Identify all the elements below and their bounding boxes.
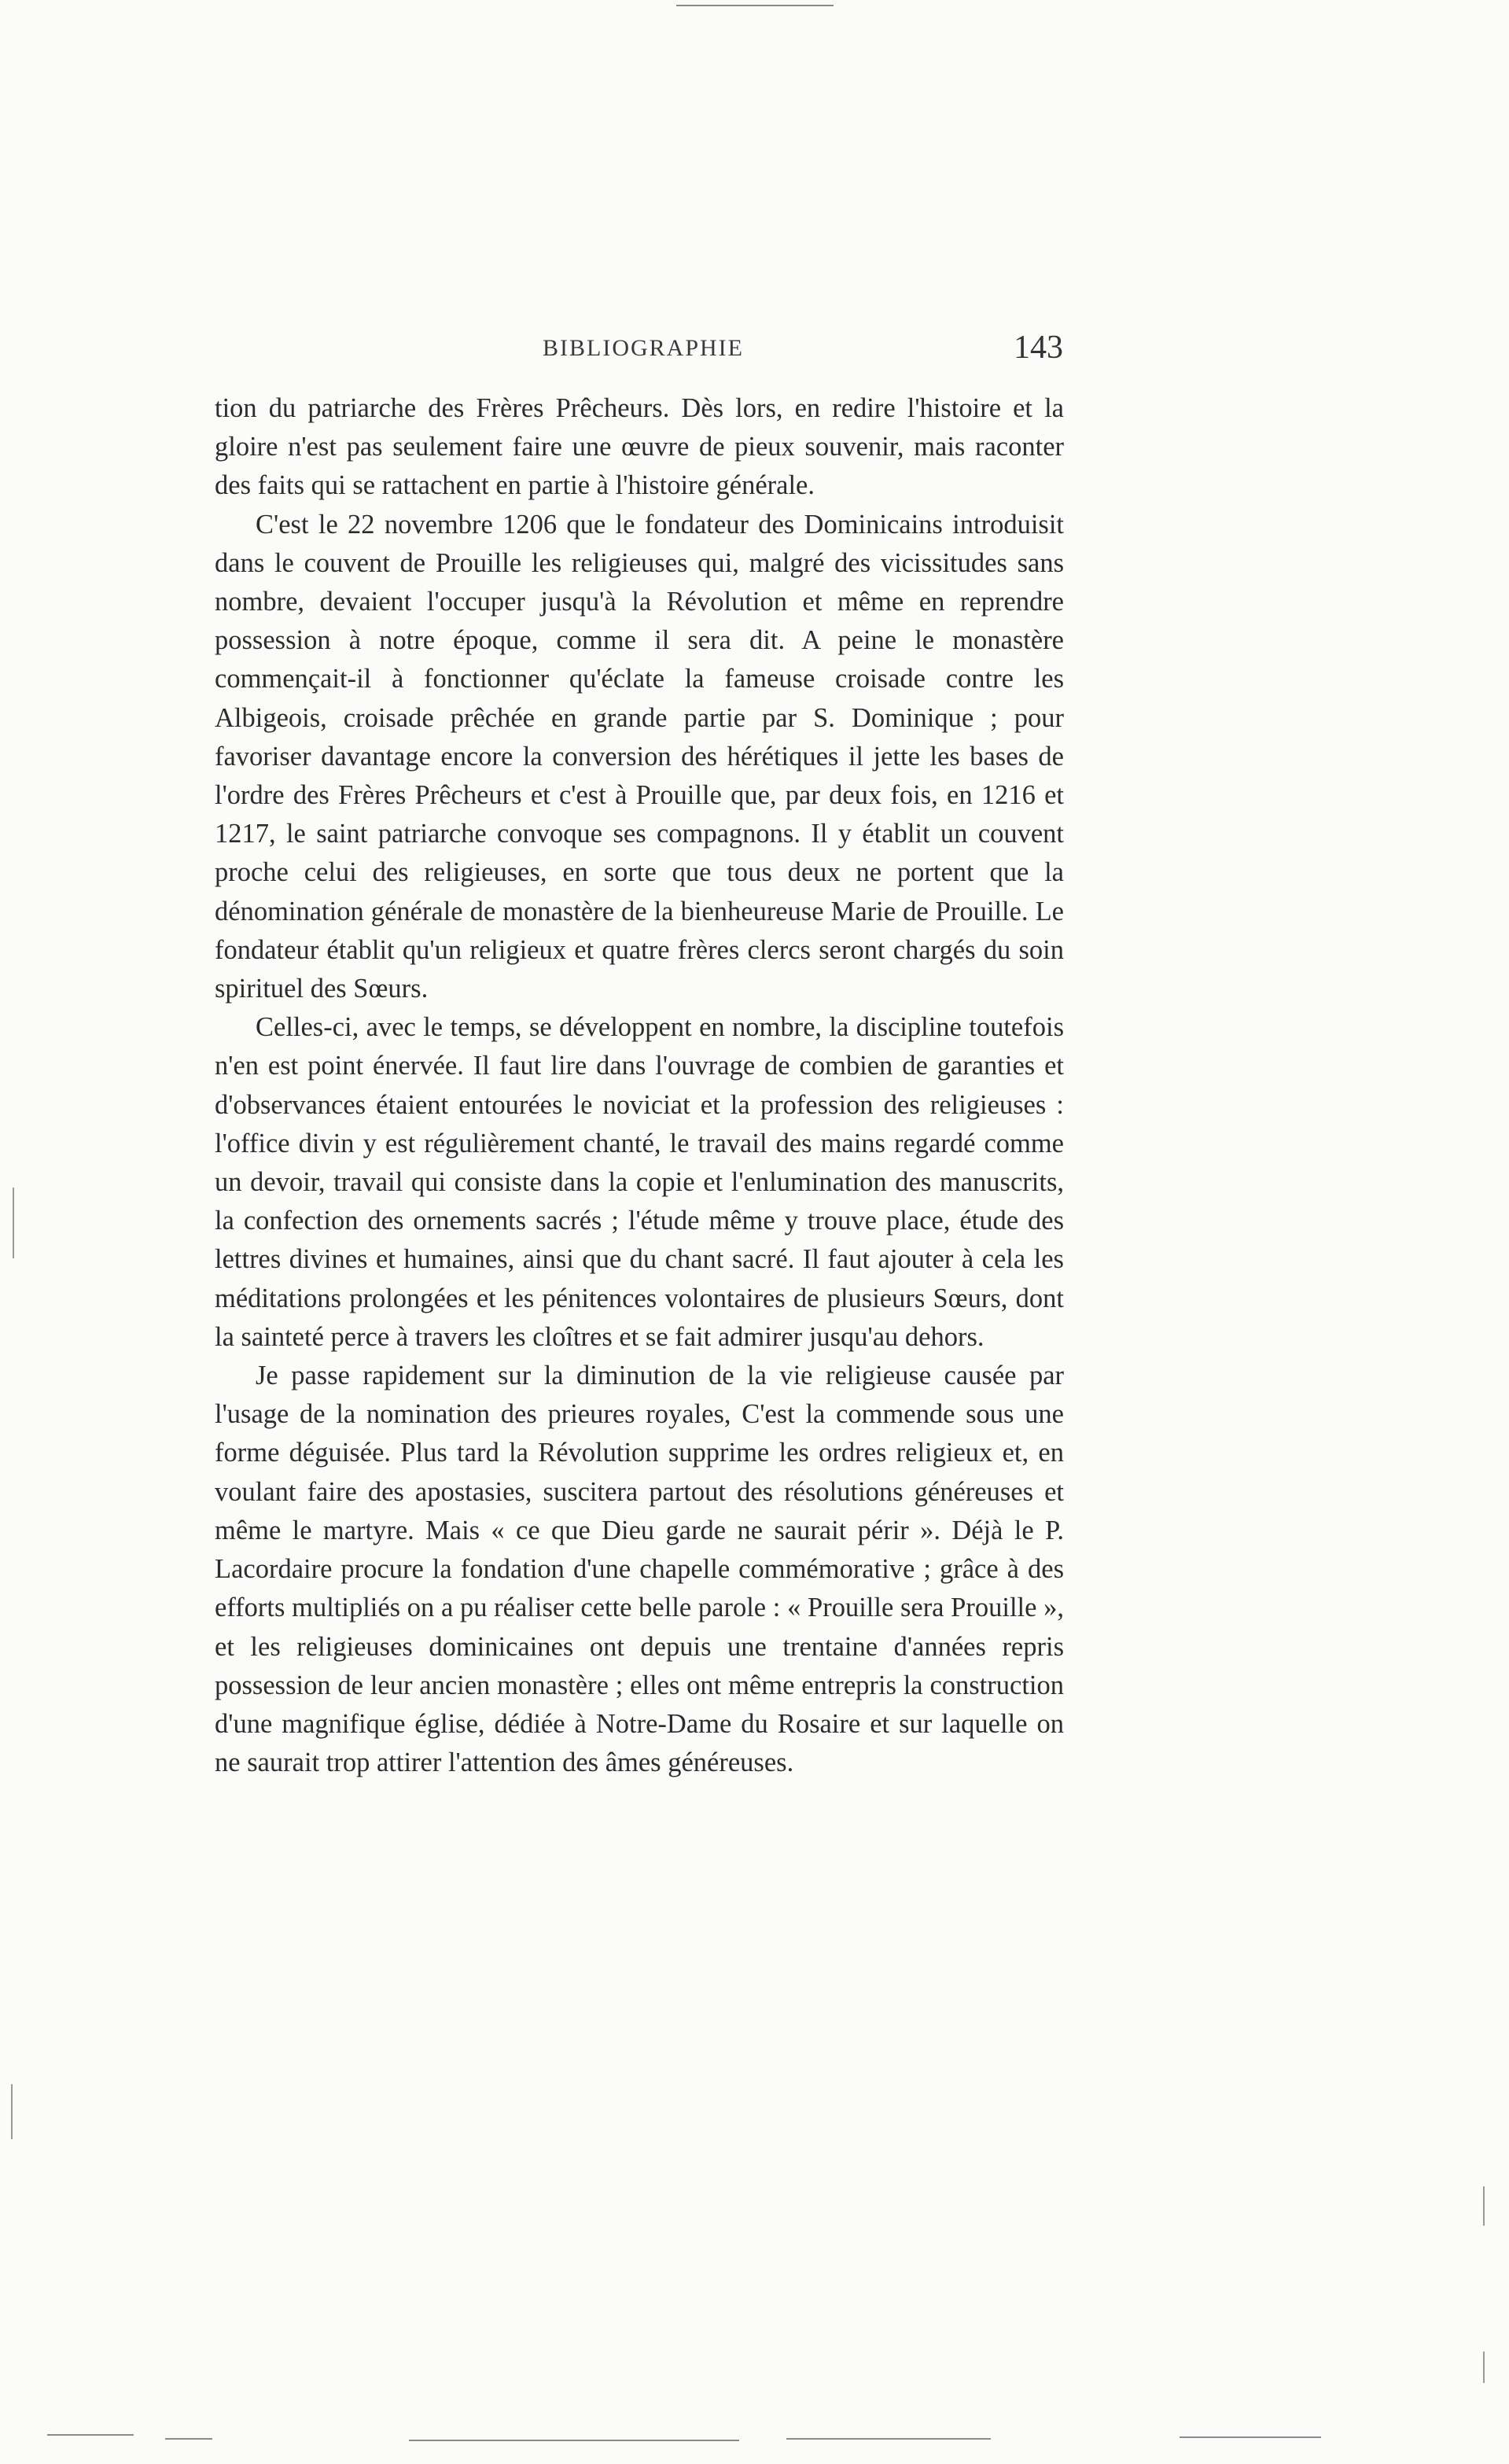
scan-edge-line-right [1483,2186,1485,2226]
paragraph-revival: Je passe rapidement sur la diminution de la vie religieuse causée par l'usage de la nomination des prieures royales, C'est la commende sous une forme déguisée. Plus tard la Révolution supprime les ordres religieux et, en voulant faire des apostasies, suscitera partout des résolutions généreuses et même le martyre. Mais « ce que Dieu garde ne saurait périr ». Déjà le P. Lacordaire procure la fondation d'une chapelle commémorative ; grâce à des efforts multipliés on a pu réaliser cette belle parole : « Prouille sera Prouille », et les religieuses dominicaines ont depuis une trentaine d'années repris possession de leur ancien monastère ; elles ont même entrepris la construction d'une magnifique église, dédiée à Notre-Dame du Rosaire et sur laquelle on ne saurait trop attirer l'attention des âmes généreuses. [215,1361,1064,1778]
paragraph-community-life: Celles-ci, avec le temps, se développent en nombre, la discipline toutefois n'en est point énervée. Il faut lire dans l'ouvrage de combien de garanties et d'observances étaient entourées le noviciat et la profession des religieuses : l'office divin y est régulièrement chanté, le travail des mains regardé comme un devoir, travail qui consiste dans la copie et l'enlumination des manuscrits, la confection des ornements sacrés ; l'étude même y trouve place, étude des lettres divines et humaines, ainsi que du chant sacré. Il faut ajouter à cela les méditations prolongées et les pénitences volontaires de plusieurs Sœurs, dont la sainteté perce à travers les cloîtres et se fait admirer jusqu'au dehors. [215,1012,1064,1352]
scan-edge-line-right-lower [1483,2352,1485,2383]
scan-top-dash [676,5,834,6]
page-number: 143 [1014,330,1063,366]
paragraph-continuation: tion du patriarche des Frères Prêcheurs. Dès lors, en redire l'histoire et la gloire n'est pas seulement faire une œuvre de pieux souvenir, mais raconter des faits qui se rattachent en partie à l'histoire générale. [215,393,1064,501]
body-text [215,389,1064,1782]
scan-edge-line-left [13,1188,14,1258]
scan-edge-line-left-lower [11,2084,13,2139]
scan-bottom-dash-4 [786,2438,991,2440]
paragraph-foundation: C'est le 22 novembre 1206 que le fondateur des Dominicains introduisit dans le couvent de Prouille les religieuses qui, malgré des vicissitudes sans nombre, devaient l'occuper jusqu'à la Révolution et même en reprendre possession à notre époque, comme il sera dit. A peine le monastère commençait-il à fonctionner qu'éclate la fameuse croisade contre les Albigeois, croisade prêchée en grande partie par S. Dominique ; pour favoriser davantage encore la conversion des hérétiques il jette les bases de l'ordre des Frères Prêcheurs et c'est à Prouille que, par deux fois, en 1216 et 1217, le saint patriarche convoque ses compagnons. Il y établit un couvent proche celui des religieuses, en sorte que tous deux ne portent que la dénomination générale de monastère de la bienheureuse Marie de Prouille. Le fondateur établit qu'un religieux et quatre frères clercs seront chargés du soin spirituel des Sœurs. [215,509,1064,1004]
scan-bottom-dash-5 [1180,2436,1321,2438]
scan-bottom-dash-1 [47,2434,134,2436]
scan-bottom-dash-2 [165,2438,212,2440]
running-title: BIBLIOGRAPHIE [543,335,744,361]
scan-bottom-dash-3 [409,2440,739,2441]
running-header [212,329,1077,376]
